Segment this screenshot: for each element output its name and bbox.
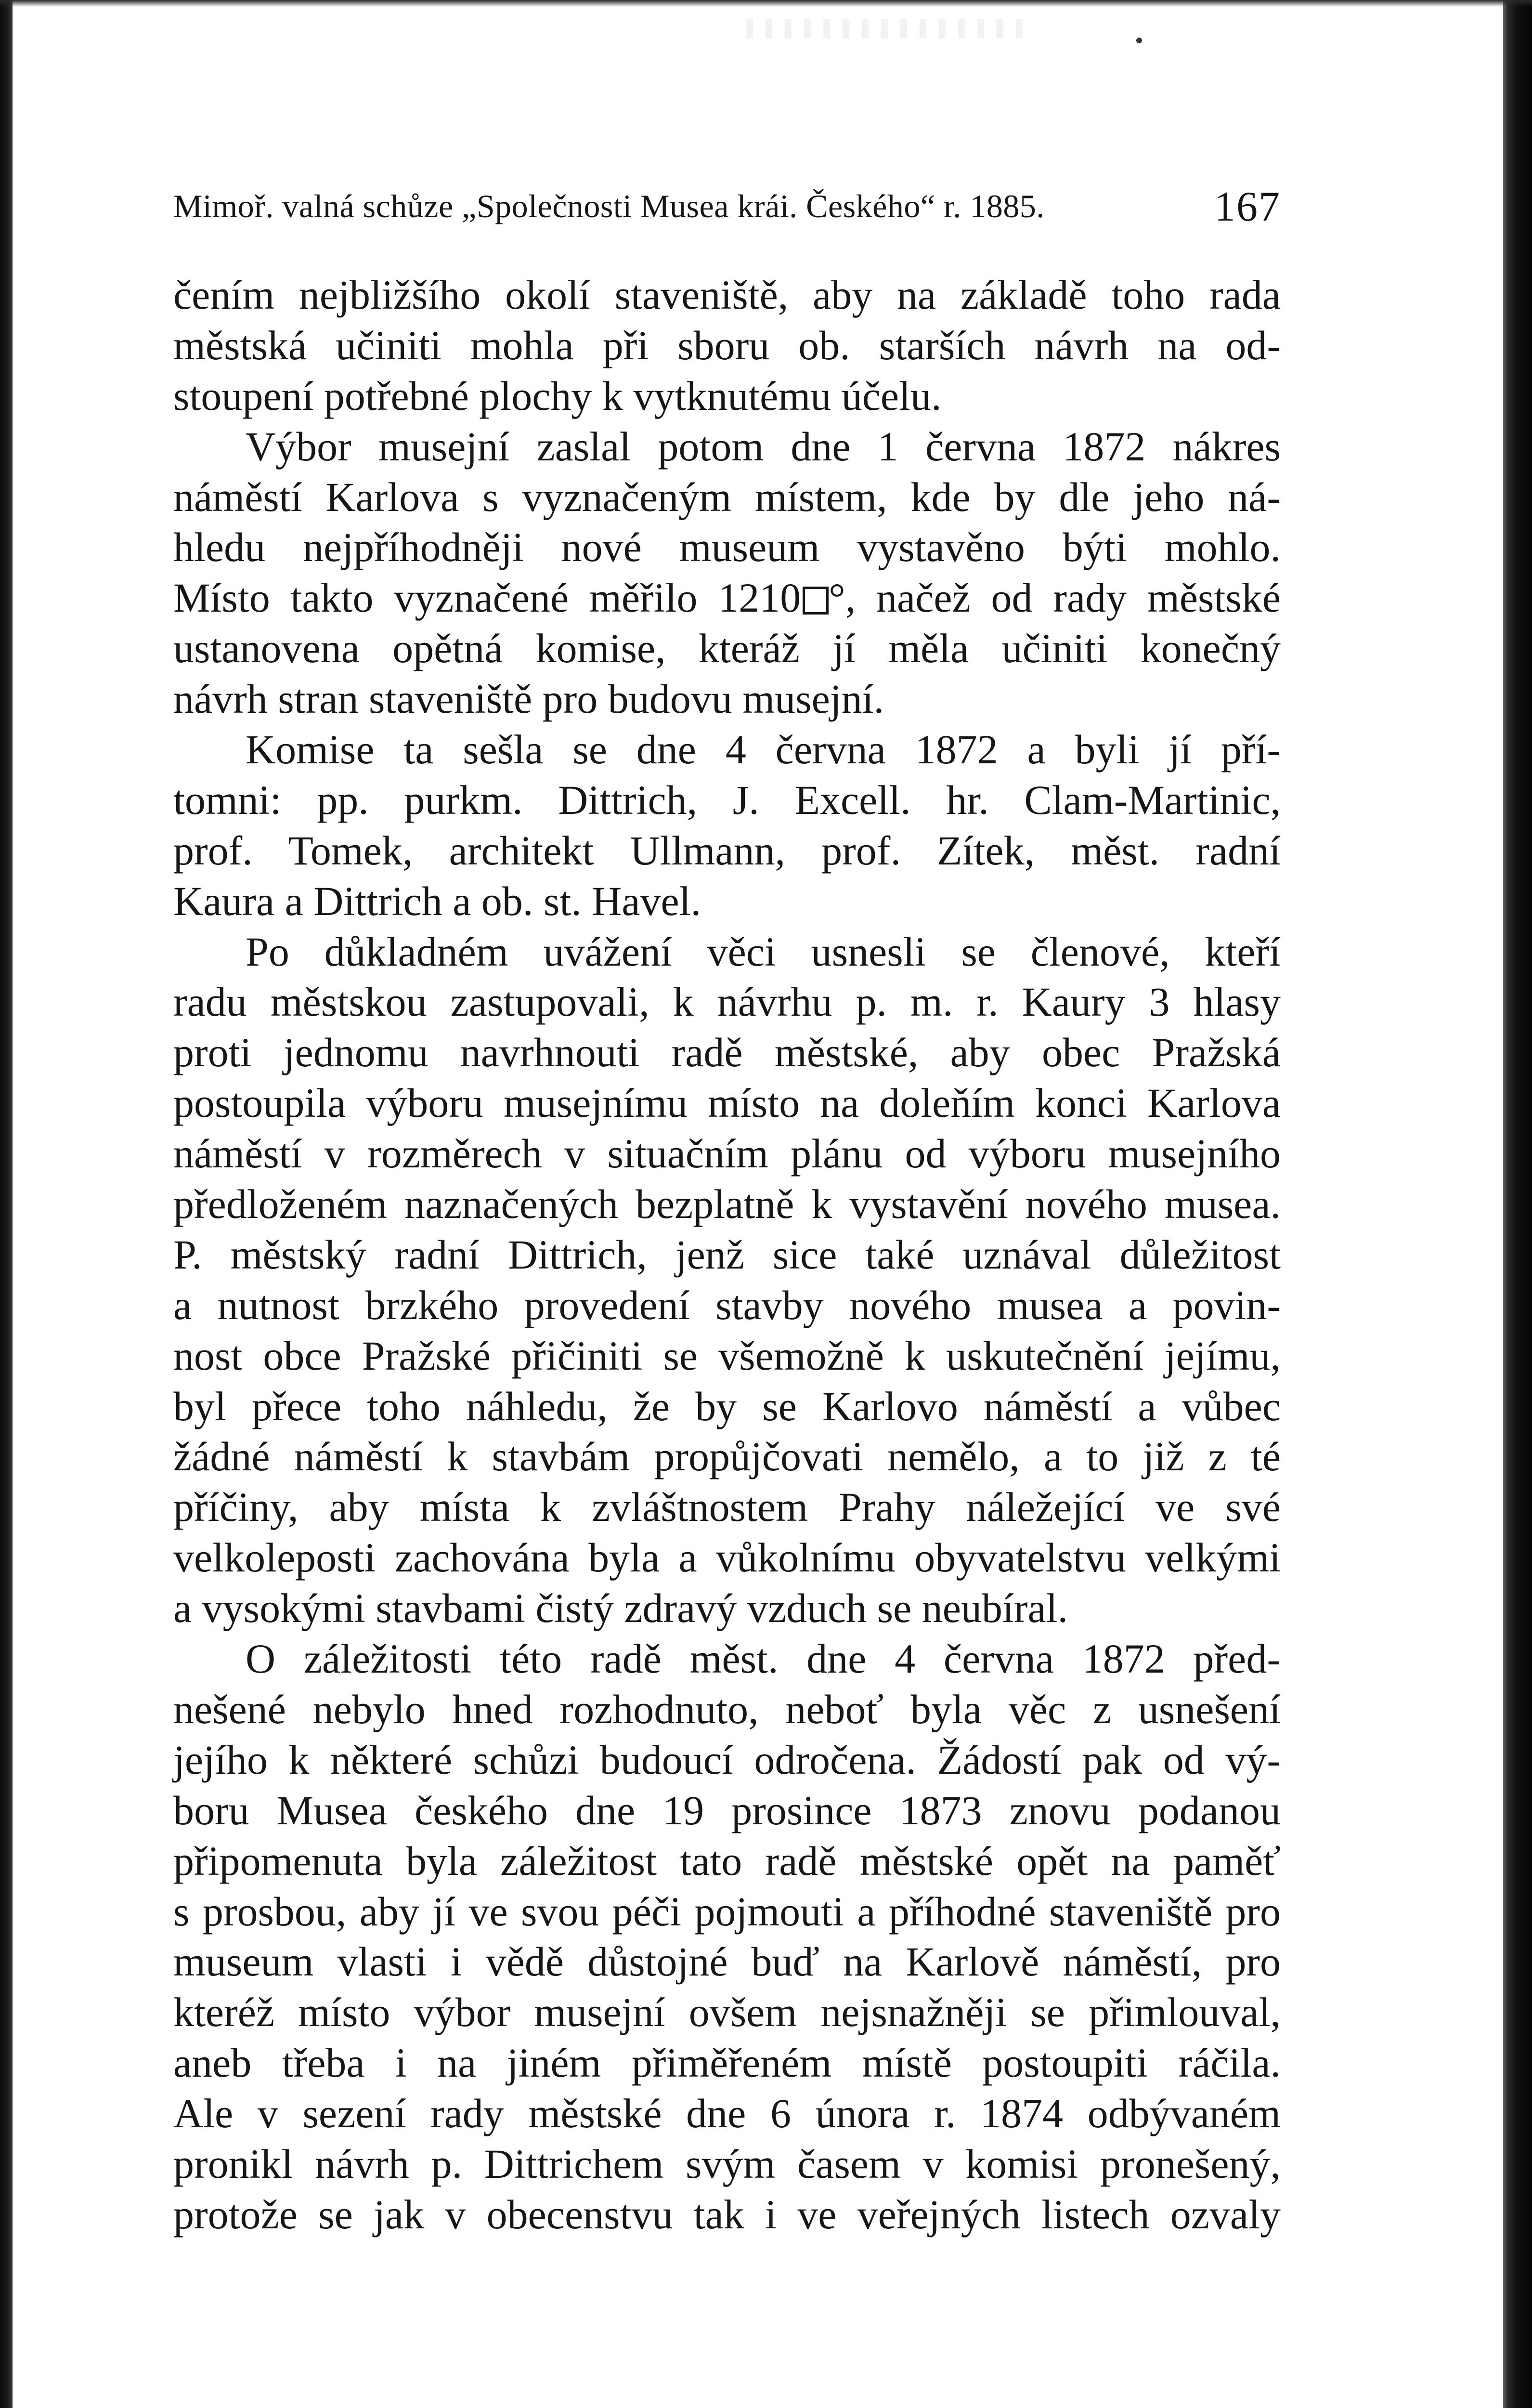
text-line: náměstí Karlova s vyznačeným místem, kde by dle jeho ná-: [173, 473, 1281, 520]
scan-speck: [1136, 38, 1142, 43]
text-line: byl přece toho náhledu, že by se Karlovo náměstí a vůbec: [173, 1383, 1281, 1429]
text-line: městská učiniti mohla při sboru ob. starších návrh na od-: [173, 322, 1281, 368]
text-line: připomenuta byla záležitost tato radě městské opět na paměť: [173, 1837, 1281, 1884]
text-line: postoupila výboru musejnímu místo na doleňím konci Karlova: [173, 1080, 1281, 1126]
text-line: stoupení potřebné plochy k vytknutému účelu.: [173, 372, 942, 419]
text-line: Výbor musejní zaslal potom dne 1 června 1872 nákres: [246, 423, 1281, 470]
scan-edge-top: [0, 0, 1532, 7]
page-number: 167: [1214, 183, 1281, 230]
text-line: hledu nejpříhodněji nové museum vystavěno býti mohlo.: [173, 524, 1281, 571]
text-line: aneb třeba i na jiném přiměřeném místě postoupiti ráčila.: [173, 2040, 1281, 2086]
text-line: tomni: pp. purkm. Dittrich, J. Excell. hr. Clam-Martinic,: [173, 776, 1281, 823]
text-line: náměstí v rozměrech v situačním plánu od výboru musejního: [173, 1130, 1281, 1177]
text-line: protože se jak v obecenstvu tak i ve veřejných listech ozvaly: [173, 2191, 1281, 2238]
body-text: [173, 270, 1281, 2240]
running-header: [173, 178, 1281, 236]
text-line: žádné náměstí k stavbám propůjčovati nemělo, a to již z té: [173, 1433, 1281, 1480]
text-line: návrh stran staveniště pro budovu musejní.: [173, 676, 884, 722]
text-line: boru Musea českého dne 19 prosince 1873 znovu podanou: [173, 1787, 1281, 1833]
text-line: prof. Tomek, architekt Ullmann, prof. Zítek, měst. radní: [173, 827, 1281, 874]
text-line: Ale v sezení rady městské dne 6 února r. 1874 odbývaném: [173, 2090, 1281, 2137]
text-line: a vysokými stavbami čistý zdravý vzduch se neubíral.: [173, 1585, 1068, 1632]
text-line: Kaura a Dittrich a ob. st. Havel.: [173, 877, 701, 924]
running-title: Mimoř. valná schůze „Společnosti Musea krái. Českého“ r. 1885.: [173, 188, 1045, 224]
text-line: ustanovena opětná komise, kteráž jí měla učiniti konečný: [173, 625, 1281, 672]
text-line: O záležitosti této radě měst. dne 4 června 1872 před-: [246, 1636, 1281, 1682]
text-line: a nutnost brzkého provedení stavby nového musea a povin-: [173, 1282, 1281, 1328]
text-segment: °, načež od rady městské: [829, 575, 1281, 621]
text-line: pronikl návrh p. Dittrichem svým časem v komisi pronešený,: [173, 2140, 1281, 2187]
text-line: proti jednomu navrhnouti radě městské, aby obec Pražská: [173, 1029, 1281, 1076]
text-segment: Místo takto vyznačené měřilo 1210: [173, 575, 801, 621]
text-line: příčiny, aby místa k zvláštnostem Prahy náležející ve své: [173, 1484, 1281, 1531]
text-line-with-square-symbol: [173, 573, 1281, 623]
bleed-through-mark: [746, 19, 1035, 39]
scan-binding-edge-right: [1503, 0, 1532, 2408]
text-line: Komise ta sešla se dne 4 června 1872 a byli jí pří-: [246, 726, 1281, 773]
square-unit-symbol: [803, 587, 829, 615]
text-line: nešené nebylo hned rozhodnuto, neboť byla věc z usnešení: [173, 1686, 1281, 1732]
scan-binding-edge-left: [0, 0, 13, 2408]
text-line: jejího k některé schůzi budoucí odročena. Žádostí pak od vý-: [173, 1736, 1281, 1783]
text-line: čením nejbližšího okolí staveniště, aby na základě toho rada: [173, 272, 1281, 318]
text-line: museum vlasti i vědě důstojné buď na Karlově náměstí, pro: [173, 1938, 1281, 1985]
text-line: nost obce Pražské přičiniti se všemožně k uskutečnění jejímu,: [173, 1332, 1281, 1379]
text-line: s prosbou, aby jí ve svou péči pojmouti a příhodné staveniště pro: [173, 1888, 1281, 1935]
text-line: P. městský radní Dittrich, jenž sice také uznával důležitost: [173, 1231, 1281, 1278]
text-line: velkoleposti zachována byla a vůkolnímu obyvatelstvu velkými: [173, 1534, 1281, 1581]
text-line: kteréž místo výbor musejní ovšem nejsnažněji se přimlouval,: [173, 1989, 1281, 2036]
text-line: předloženém naznačených bezplatně k vystavění nového musea.: [173, 1181, 1281, 1228]
text-line: radu městskou zastupovali, k návrhu p. m. r. Kaury 3 hlasy: [173, 979, 1281, 1025]
text-line: Po důkladném uvážení věci usnesli se členové, kteří: [246, 928, 1281, 975]
